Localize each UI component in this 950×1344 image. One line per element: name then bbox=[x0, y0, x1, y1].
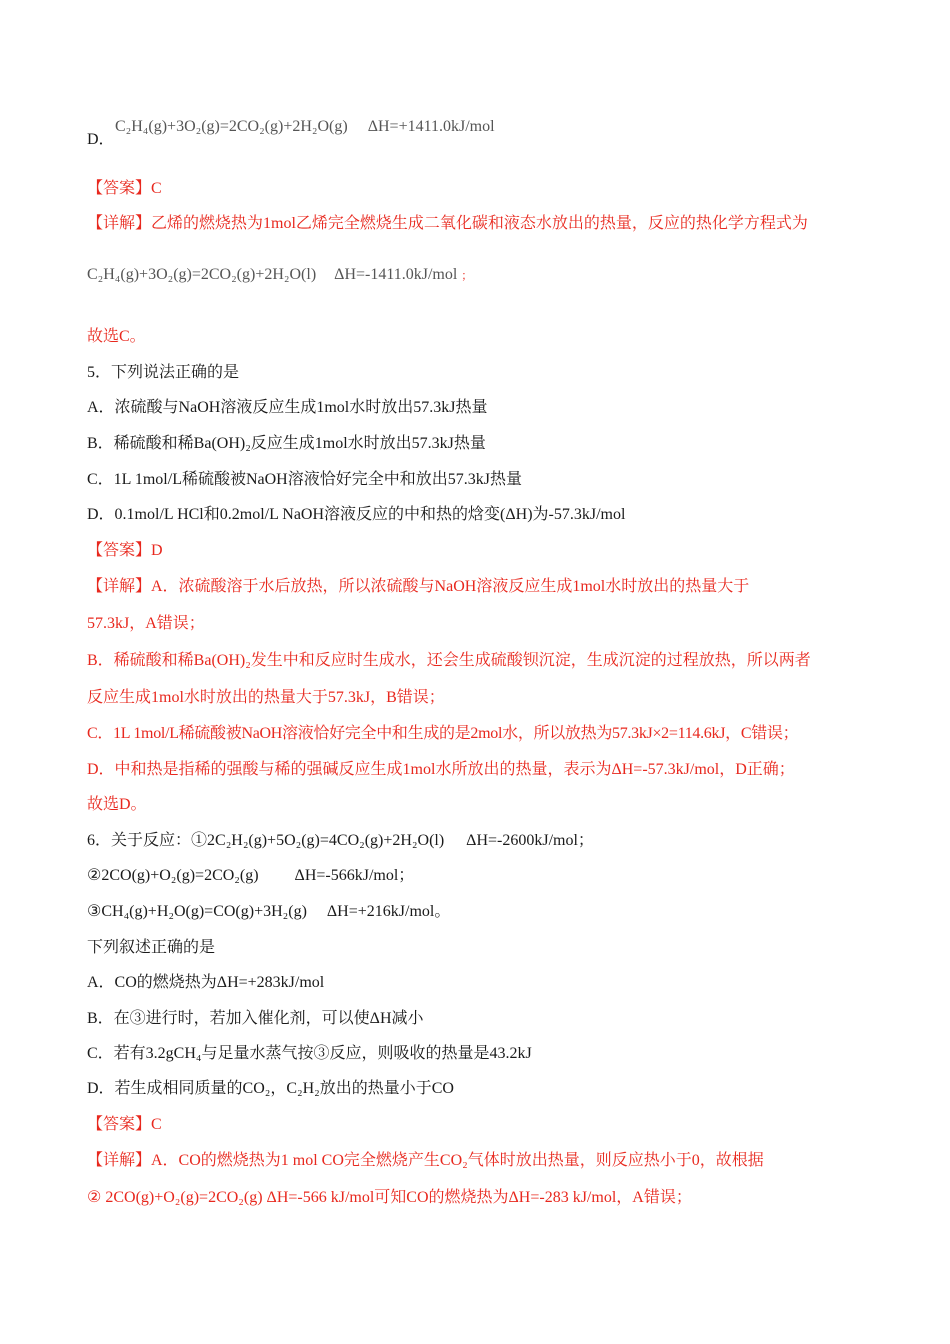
q4-option-d-label: D． bbox=[87, 131, 115, 148]
q4-detail-line bbox=[87, 213, 808, 235]
q4-conclusion: 故选C。 bbox=[87, 328, 146, 345]
q4-detail-label: 【详解】 bbox=[87, 215, 152, 232]
q5-answer: 【答案】D bbox=[87, 542, 163, 559]
q4-detail-equation bbox=[87, 264, 472, 287]
q5-detail-a-line2: 57.3kJ，A错误； bbox=[87, 615, 205, 632]
q6-question: 下列叙述正确的是 bbox=[87, 939, 216, 956]
q5-detail-b-line2: 反应生成1mol水时放出的热量大于57.3kJ，B错误； bbox=[87, 689, 445, 706]
q5-detail-b-line1: B．稀硫酸和稀Ba(OH)₂发生中和反应时生成水，还会生成硫酸钡沉淀，生成沉淀的过程放热，所以两者 bbox=[87, 652, 811, 669]
q5-conclusion: 故选D。 bbox=[87, 796, 147, 813]
q6-reaction-2-dh: ΔH=-566kJ/mol； bbox=[294, 867, 415, 884]
q4-detail-formula: C₂H₄(g)+3O₂(g)=2CO₂(g)+2H₂O(l) bbox=[87, 266, 317, 283]
q6-reaction-3-line bbox=[87, 901, 450, 923]
q6-answer: 【答案】C bbox=[87, 1116, 162, 1133]
q5-option-d: D．0.1mol/L HCl和0.2mol/L NaOH溶液反应的中和热的焓变(ΔH)为-57.3kJ/mol bbox=[87, 506, 626, 523]
q6-reaction-2-line bbox=[87, 865, 414, 887]
q6-reaction-3: ③CH₄(g)+H₂O(g)=CO(g)+3H₂(g) bbox=[87, 903, 307, 920]
q4-option-d-dh: ΔH=+1411.0kJ/mol bbox=[367, 118, 495, 135]
q5-option-a: A．浓硫酸与NaOH溶液反应生成1mol水时放出57.3kJ热量 bbox=[87, 399, 488, 416]
q6-reaction-1-dh: ΔH=-2600kJ/mol； bbox=[466, 832, 594, 849]
q4-option-d-equation bbox=[115, 116, 495, 138]
q4-option-d-formula: C₂H₄(g)+3O₂(g)=2CO₂(g)+2H₂O(g) bbox=[115, 118, 348, 135]
q4-detail-text: 乙烯的燃烧热为1mol乙烯完全燃烧生成二氧化碳和液态水放出的热量，反应的热化学方程式为 bbox=[151, 215, 808, 232]
q4-detail-dh: ΔH=-1411.0kJ/mol bbox=[334, 266, 458, 283]
q6-reaction-3-dh: ΔH=+216kJ/mol。 bbox=[326, 903, 451, 920]
q6-reaction-1: ①2C₂H₂(g)+5O₂(g)=4CO₂(g)+2H₂O(l) bbox=[191, 832, 445, 849]
q5-option-b: B．稀硫酸和稀Ba(OH)₂反应生成1mol水时放出57.3kJ热量 bbox=[87, 435, 486, 452]
q4-detail-end: ； bbox=[461, 270, 473, 282]
q5-option-c: C．1L 1mol/L稀硫酸被NaOH溶液恰好完全中和放出57.3kJ热量 bbox=[87, 471, 522, 488]
q6-reaction-2: ②2CO(g)+O₂(g)=2CO₂(g) bbox=[87, 867, 259, 884]
q6-option-b: B．在③进行时，若加入催化剂，可以使ΔH减小 bbox=[87, 1010, 424, 1027]
q5-detail-d: D．中和热是指稀的强酸与稀的强碱反应生成1mol水所放出的热量，表示为ΔH=-57.3kJ/mol，D正确； bbox=[87, 761, 795, 778]
q6-stem-line bbox=[87, 830, 594, 852]
q4-answer: 【答案】C bbox=[87, 180, 162, 197]
q5-detail-a-line1: 【详解】A．浓硫酸溶于水后放热，所以浓硫酸与NaOH溶液反应生成1mol水时放出的热量大于 bbox=[87, 578, 750, 595]
q6-option-d: D．若生成相同质量的CO₂，C₂H₂放出的热量小于CO bbox=[87, 1080, 454, 1097]
q6-stem-prefix: 6．关于反应： bbox=[87, 832, 192, 849]
q5-stem: 5．下列说法正确的是 bbox=[87, 364, 240, 381]
q5-detail-c: C．1L 1mol/L稀硫酸被NaOH溶液恰好完全中和生成的是2mol水，所以放热为57.3kJ×2=114.6kJ，C错误； bbox=[87, 725, 799, 742]
q6-detail-line2: ② 2CO(g)+O₂(g)=2CO₂(g) ΔH=-566 kJ/mol可知CO的燃烧热为ΔH=-283 kJ/mol，A错误； bbox=[87, 1189, 692, 1206]
q6-detail-line1: 【详解】A．CO的燃烧热为1 mol CO完全燃烧产生CO₂气体时放出热量，则反应热小于0，故根据 bbox=[87, 1152, 764, 1169]
q6-option-c: C．若有3.2gCH₄与足量水蒸气按③反应，则吸收的热量是43.2kJ bbox=[87, 1045, 532, 1062]
q6-option-a: A．CO的燃烧热为ΔH=+283kJ/mol bbox=[87, 974, 325, 991]
